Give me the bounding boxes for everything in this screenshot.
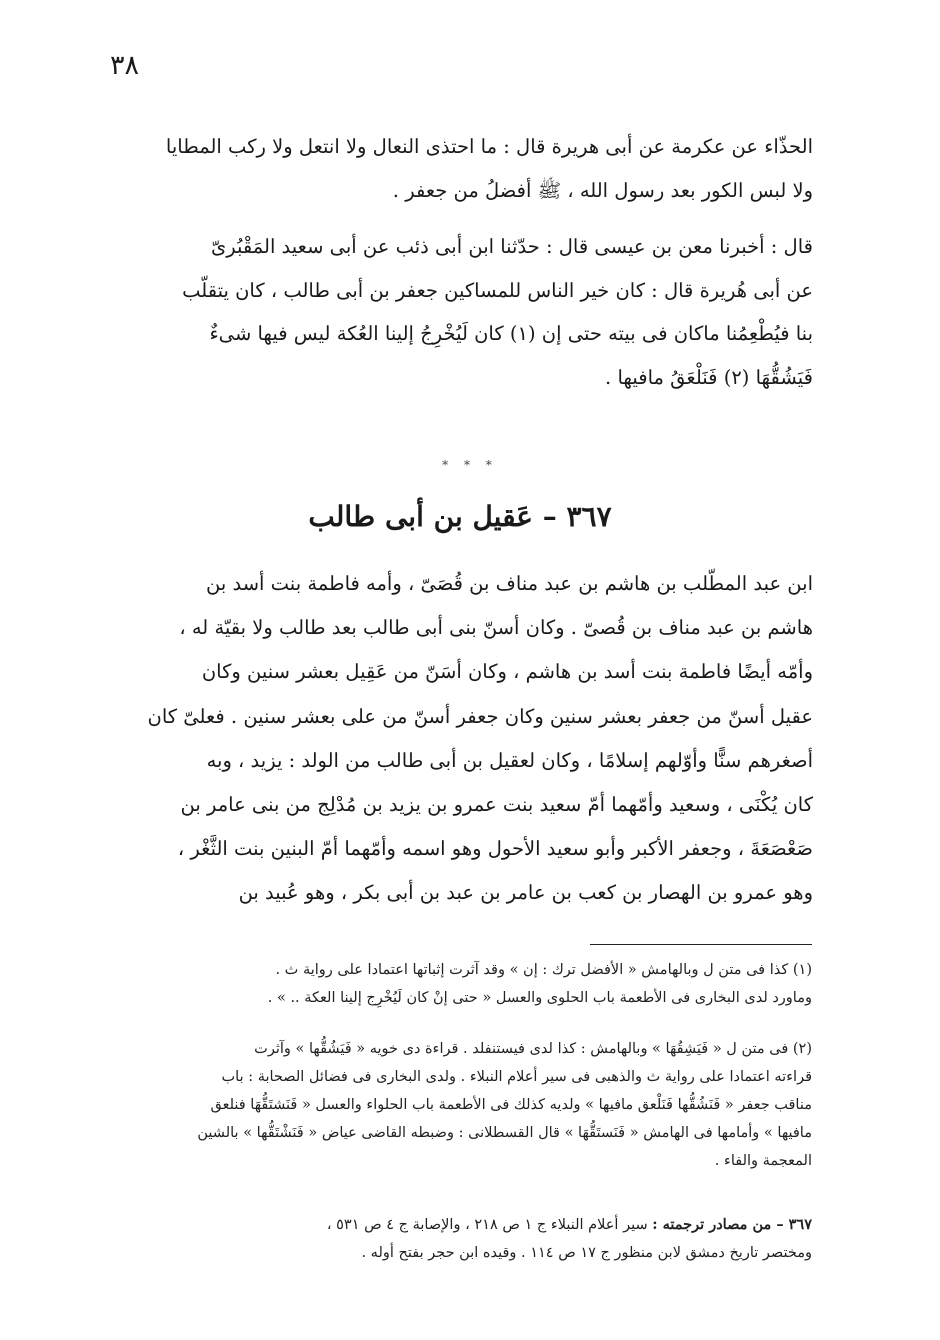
text-line: عقيل أسنّ من جعفر بعشر سنين وكان جعفر أسنّ من على بعشر سنين . فعلىّ كان: [147, 704, 813, 728]
footnote-line: [100, 1211, 812, 1239]
section-heading: ٣٦٧ – عَقيل بن أبى طالب: [308, 500, 612, 533]
text-line: أصغرهم سنًّا وأوّلهم إسلامًا ، وكان لعقيل بن أبى طالب من الولد : يزيد ، وبه: [206, 748, 813, 772]
text-line: صَعْصَعَةَ ، وجعفر الأكبر وأبو سعيد الأحول وهو اسمه وأمّهما أمّ البنين بنت الثَّغْر ،: [177, 837, 813, 861]
page-number: ٣٨: [110, 50, 140, 81]
text-line: بنا فيُطْعِمُنا ماكان فى بيته حتى إن (١) كان لَيُخْرِجُ إلينا العُكة ليس فيها شىءٌ: [209, 322, 813, 345]
footnote-1: [100, 956, 812, 1012]
sources-text: سير أعلام النبلاء ج ١ ص ٢١٨ ، والإصابة ج ٤ ص ٥٣١ ،: [326, 1217, 648, 1233]
text-line: قال : أخبرنا معن بن عيسى قال : حدّثنا ابن أبى ذئب عن أبى سعيد المَقْبُرىّ: [210, 235, 813, 258]
text-line: ولا لبس الكور بعد رسول الله ، ﷺ أفضلُ من جعفر .: [392, 179, 813, 202]
paragraph-abu-hurayra-report: [95, 225, 813, 399]
text-line: هاشم بن عبد مناف بن قُصىّ . وكان أسنّ بنى أبى طالب بعد طالب ولا بقيّة له ،: [179, 616, 813, 640]
footnote-line: مناقب جعفر « فَنَشُقُّها فَنَلْعق مافيها » ولديه كذلك فى الأطعمة باب الحلواء والعسل « فَنَشتَقُّهَا فنلعق: [210, 1097, 812, 1113]
footnote-line: (٢) فى متن ل « فَيَشِقُهَا » وبالهامش : كذا لدى فيستنفلد . قراءة دى خويه « فَيَشُقُّها » وآثرت: [254, 1041, 812, 1057]
footnote-line: (١) كذا فى متن ل وبالهامش « الأفضل ترك : إن » وقد آثرت إثباتها اعتمادا على رواية ث .: [275, 962, 812, 978]
section-separator: * * *: [442, 458, 498, 472]
text-line: عن أبى هُريرة قال : كان خير الناس للمساكين جعفر بن أبى طالب ، كان يتقلّب: [182, 278, 813, 302]
footnote-line: المعجمة والفاء .: [714, 1153, 812, 1169]
footnote-line: وماورد لدى البخارى فى الأطعمة باب الحلوى والعسل « حتى إنْ كان لَيُخْرِج إلينا العكة .. » .: [267, 990, 812, 1006]
footnote-line: مافيها » وأمامها فى الهامش « فَنَستَقُّهَا » قال القسطلانى : وضبطه القاضى عياض « فَنَشْتَقُّها » بالشين: [197, 1125, 812, 1141]
footnote-sources: [100, 1211, 812, 1267]
text-line: ابن عبد المطّلب بن هاشم بن عبد مناف بن قُصَىّ ، وأمه فاطمة بنت أسد بن: [206, 572, 813, 595]
footnote-line: ومختصر تاريخ دمشق لابن منظور ج ١٧ ص ١١٤ . وقيده ابن حجر بفتح أوله .: [361, 1245, 812, 1261]
text-line: كان يُكْنَى ، وسعيد وأمّهما أمّ سعيد بنت عمرو بن يزيد بن مُدْلِج من بنى عامر بن: [180, 793, 813, 817]
footnote-divider: [590, 944, 812, 945]
sources-label: ٣٦٧ – من مصادر ترجمته :: [652, 1216, 812, 1233]
paragraph-jafar-conclusion: [95, 125, 813, 213]
footnote-2: [100, 1035, 812, 1175]
text-line: وأمّه أيضًا فاطمة بنت أسد بن هاشم ، وكان أسَنّ من عَقِيل بعشر سنين وكان: [201, 660, 813, 684]
text-line: فَيَشُقُّهَا (٢) فَنَلْعَقُ مافيها .: [605, 365, 813, 389]
text-line: الحذّاء عن عكرمة عن أبى هريرة قال : ما احتذى النعال ولا انتعل ولا ركب المطايا: [165, 135, 813, 158]
paragraph-aqil-biography: [95, 562, 813, 916]
text-line: وهو عمرو بن الهصار بن كعب بن عامر بن عبد بن أبى بكر ، وهو عُبيد بن: [238, 881, 813, 905]
footnote-line: قراءته اعتمادا على رواية ث والذهبى فى سير أعلام النبلاء . ولدى البخارى فى فضائل الصحابة : باب: [221, 1069, 812, 1085]
